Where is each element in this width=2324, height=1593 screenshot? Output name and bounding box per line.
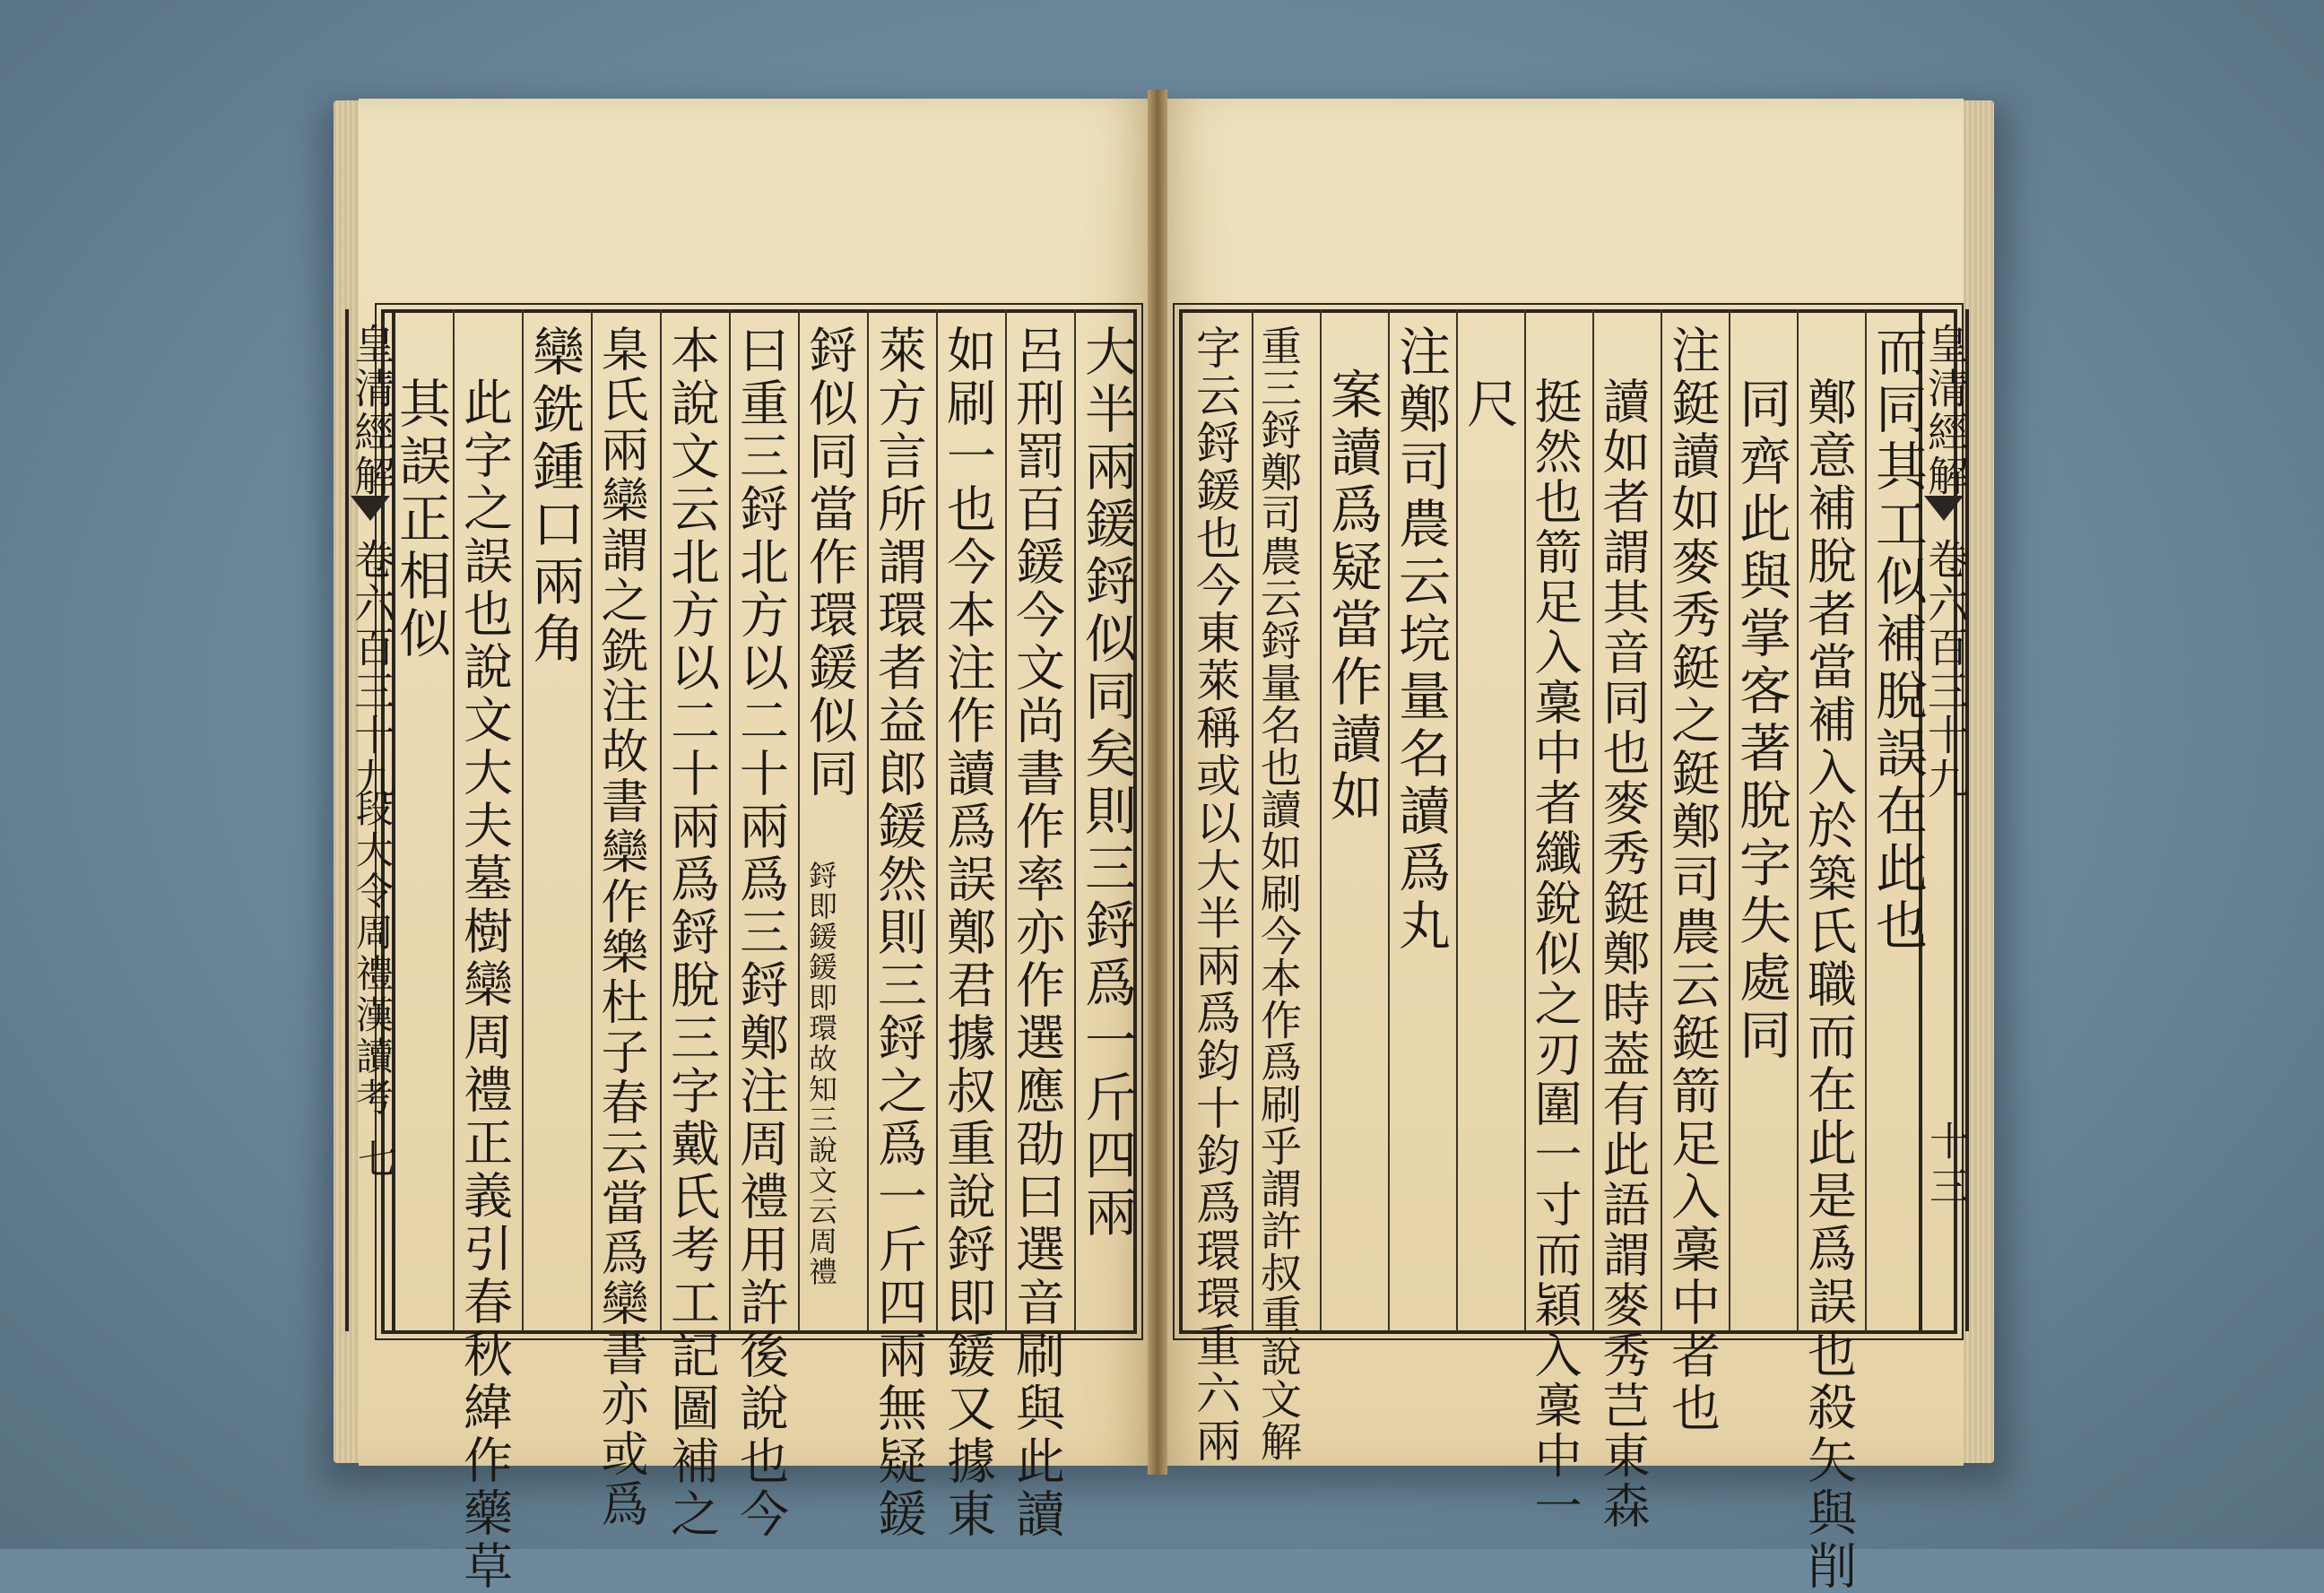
- right-margin-title: 皇清經解: [1921, 323, 1970, 498]
- column-rule: [1005, 309, 1007, 1331]
- text-column: 注鋌讀如麥秀鋌之鋌鄭司農云鋌箭足入稾中者也: [1663, 325, 1721, 1435]
- fishtail-mark: [1924, 496, 1964, 521]
- left-margin-title: 皇清經解: [348, 323, 396, 498]
- text-column: 呂刑罰百鍰今文尚書作率亦作選應劭曰選音刷與此讀: [1008, 325, 1065, 1541]
- column-rule: [1797, 309, 1799, 1331]
- column-rule: [453, 309, 455, 1331]
- text-column: 讀如者謂其音同也麥秀鋌鄭時葢有此語謂麥秀芑東森: [1595, 377, 1650, 1531]
- text-column: 重三鋝鄭司農云鋝量名也讀如刷今本作爲刷乎謂許叔重說文解: [1254, 325, 1303, 1462]
- left-margin-chapter: 卷六百三十九: [348, 538, 396, 801]
- text-column: 本說文云北方以二十兩爲鋝脫三字戴氏考工記圖補之: [663, 325, 720, 1541]
- column-rule: [660, 309, 662, 1331]
- small-annotation: 鋝即鍰鍰即環故知三說文云周禮: [804, 861, 838, 1287]
- text-column: 鋝似同當作環鍰似同: [801, 325, 858, 801]
- text-column: 注鄭司農云垸量名讀爲丸: [1390, 325, 1451, 956]
- column-rule: [867, 309, 869, 1331]
- column-rule: [1252, 309, 1253, 1331]
- text-column: 同齊此與掌客著脫字失處同: [1730, 377, 1791, 1065]
- text-column: 字云鋝鍰也今東萊稱或以大半兩爲鈞十鈞爲環環重六兩: [1189, 325, 1241, 1465]
- column-rule: [798, 309, 800, 1331]
- text-column: 案讀爲疑當作讀如: [1322, 368, 1383, 827]
- text-column: 挺然也箭足入稾中者纖銳似之刃圍一寸而穎入稾中一: [1527, 377, 1582, 1531]
- column-rule: [729, 309, 731, 1331]
- text-column: 此字之誤也說文大夫墓樹欒周禮正義引春秋緯作藥草: [455, 377, 513, 1593]
- right-margin-chapter: 卷六百三十九: [1921, 538, 1970, 801]
- column-rule: [1592, 309, 1594, 1331]
- text-column: 曰重三鋝北方以二十兩爲三鋝鄭注周禮用許後說也今: [732, 325, 789, 1541]
- left-page-number: 七: [351, 1138, 396, 1183]
- fishtail-mark: [351, 496, 390, 521]
- column-rule: [1456, 309, 1458, 1331]
- text-column: 臬氏兩欒謂之銑注故書欒作樂杜子春云當爲欒書亦或爲: [594, 325, 648, 1529]
- left-margin-section: 段大令周禮漢讀考: [351, 789, 395, 1119]
- text-column: 鄭意補脫者當補入於築氏職而在此是爲誤也殺矢與削: [1799, 377, 1857, 1593]
- text-column: 大半兩鍰鋝似同矣則三鋝爲一斤四兩: [1076, 325, 1137, 1242]
- column-rule: [1661, 309, 1662, 1331]
- column-rule: [591, 309, 593, 1331]
- text-column: 欒銑鍾口兩角: [524, 325, 585, 669]
- column-rule: [936, 309, 938, 1331]
- book-gutter: [1148, 90, 1167, 1475]
- right-page-number: 十三: [1922, 1121, 1968, 1210]
- column-rule: [1524, 309, 1526, 1331]
- text-column: 尺: [1458, 377, 1519, 434]
- text-column: 如刷一也今本注作讀爲誤鄭君據叔重說鋝即鍰又據東: [939, 325, 996, 1541]
- text-column: 其誤正相似: [390, 377, 451, 663]
- text-column: 萊方言所謂環者益郎鍰然則三鋝之爲一斤四兩無疑鍰: [870, 325, 927, 1541]
- text-column: 而同其工似補脫誤在此也: [1867, 325, 1928, 956]
